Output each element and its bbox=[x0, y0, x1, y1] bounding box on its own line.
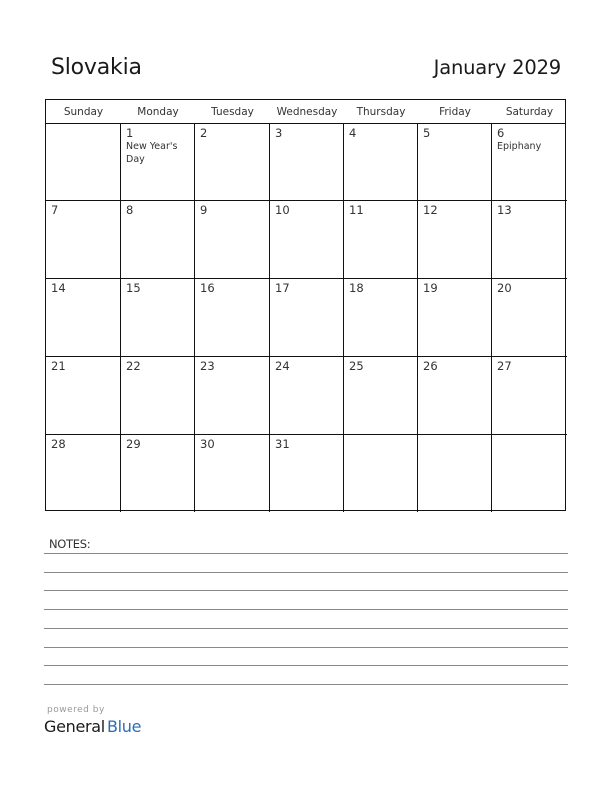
day-cell[interactable] bbox=[121, 201, 195, 279]
notes-label: NOTES: bbox=[49, 537, 91, 551]
day-cell[interactable] bbox=[195, 357, 270, 435]
day-cell[interactable] bbox=[195, 201, 270, 279]
day-number: 3 bbox=[275, 126, 283, 140]
day-cell[interactable] bbox=[344, 357, 418, 435]
country-title: Slovakia bbox=[51, 55, 142, 80]
day-cell[interactable] bbox=[121, 124, 195, 201]
day-cell[interactable] bbox=[270, 124, 344, 201]
day-cell[interactable] bbox=[418, 279, 492, 357]
day-cell[interactable] bbox=[121, 435, 195, 512]
day-cell[interactable] bbox=[121, 279, 195, 357]
day-cell[interactable] bbox=[344, 435, 418, 512]
day-number: 31 bbox=[275, 437, 290, 451]
day-cell[interactable] bbox=[344, 279, 418, 357]
day-number: 27 bbox=[497, 359, 512, 373]
day-number: 17 bbox=[275, 281, 290, 295]
day-number: 11 bbox=[349, 203, 364, 217]
day-number: 8 bbox=[126, 203, 134, 217]
weekday-monday: Monday bbox=[137, 106, 179, 118]
calendar-grid bbox=[45, 99, 566, 511]
day-cell[interactable] bbox=[418, 201, 492, 279]
day-number: 21 bbox=[51, 359, 66, 373]
day-number: 10 bbox=[275, 203, 290, 217]
brand-blue: Blue bbox=[106, 717, 142, 736]
day-number: 26 bbox=[423, 359, 438, 373]
day-cell[interactable] bbox=[46, 279, 121, 357]
day-number: 20 bbox=[497, 281, 512, 295]
day-cell[interactable] bbox=[344, 124, 418, 201]
day-cell[interactable] bbox=[270, 435, 344, 512]
day-cell[interactable] bbox=[121, 357, 195, 435]
brand-general: General bbox=[44, 717, 105, 736]
weekday-friday: Friday bbox=[439, 106, 471, 118]
day-cell[interactable] bbox=[195, 435, 270, 512]
day-number: 7 bbox=[51, 203, 59, 217]
notes-line bbox=[44, 553, 568, 554]
generalblue-logo bbox=[44, 717, 141, 736]
day-cell[interactable] bbox=[492, 357, 567, 435]
weekday-tuesday: Tuesday bbox=[211, 106, 254, 118]
weekday-thursday: Thursday bbox=[356, 106, 406, 118]
weekday-saturday: Saturday bbox=[505, 106, 554, 118]
day-number: 14 bbox=[51, 281, 66, 295]
notes-line bbox=[44, 572, 568, 573]
day-number: 24 bbox=[275, 359, 290, 373]
month-year-title: January 2029 bbox=[433, 56, 561, 79]
notes-line bbox=[44, 628, 568, 629]
notes-line bbox=[44, 684, 568, 685]
day-number: 5 bbox=[423, 126, 431, 140]
weekday-wednesday: Wednesday bbox=[276, 106, 338, 118]
day-number: 13 bbox=[497, 203, 512, 217]
notes-line bbox=[44, 590, 568, 591]
notes-line bbox=[44, 609, 568, 610]
day-number: 12 bbox=[423, 203, 438, 217]
day-cell[interactable] bbox=[46, 357, 121, 435]
day-cell[interactable] bbox=[418, 124, 492, 201]
day-number: 18 bbox=[349, 281, 364, 295]
day-cell[interactable] bbox=[270, 201, 344, 279]
day-number: 29 bbox=[126, 437, 141, 451]
weekday-header-row bbox=[46, 100, 565, 124]
day-number: 23 bbox=[200, 359, 215, 373]
powered-by-text: powered by bbox=[47, 705, 105, 715]
notes-line bbox=[44, 647, 568, 648]
holiday-label: Epiphany bbox=[497, 141, 542, 152]
day-number: 15 bbox=[126, 281, 141, 295]
day-number: 19 bbox=[423, 281, 438, 295]
day-cell[interactable] bbox=[418, 435, 492, 512]
day-number: 30 bbox=[200, 437, 215, 451]
day-cell[interactable] bbox=[46, 435, 121, 512]
day-number: 22 bbox=[126, 359, 141, 373]
day-cell[interactable] bbox=[46, 201, 121, 279]
day-cell[interactable] bbox=[270, 357, 344, 435]
day-number: 25 bbox=[349, 359, 364, 373]
day-number: 4 bbox=[349, 126, 357, 140]
day-cell[interactable] bbox=[492, 124, 567, 201]
day-cell[interactable] bbox=[418, 357, 492, 435]
day-cell[interactable] bbox=[46, 124, 121, 201]
day-cell[interactable] bbox=[195, 279, 270, 357]
day-cell[interactable] bbox=[492, 279, 567, 357]
day-cell[interactable] bbox=[195, 124, 270, 201]
day-number: 28 bbox=[51, 437, 66, 451]
day-cell[interactable] bbox=[344, 201, 418, 279]
day-number: 9 bbox=[200, 203, 208, 217]
weekday-sunday: Sunday bbox=[63, 106, 104, 118]
day-number: 16 bbox=[200, 281, 215, 295]
day-number: 6 bbox=[497, 126, 505, 140]
day-cell[interactable] bbox=[492, 201, 567, 279]
notes-line bbox=[44, 665, 568, 666]
day-cell[interactable] bbox=[270, 279, 344, 357]
day-number: 1 bbox=[126, 126, 134, 140]
holiday-label: New Year's Day bbox=[126, 141, 178, 165]
day-number: 2 bbox=[200, 126, 208, 140]
day-cell[interactable] bbox=[492, 435, 567, 512]
